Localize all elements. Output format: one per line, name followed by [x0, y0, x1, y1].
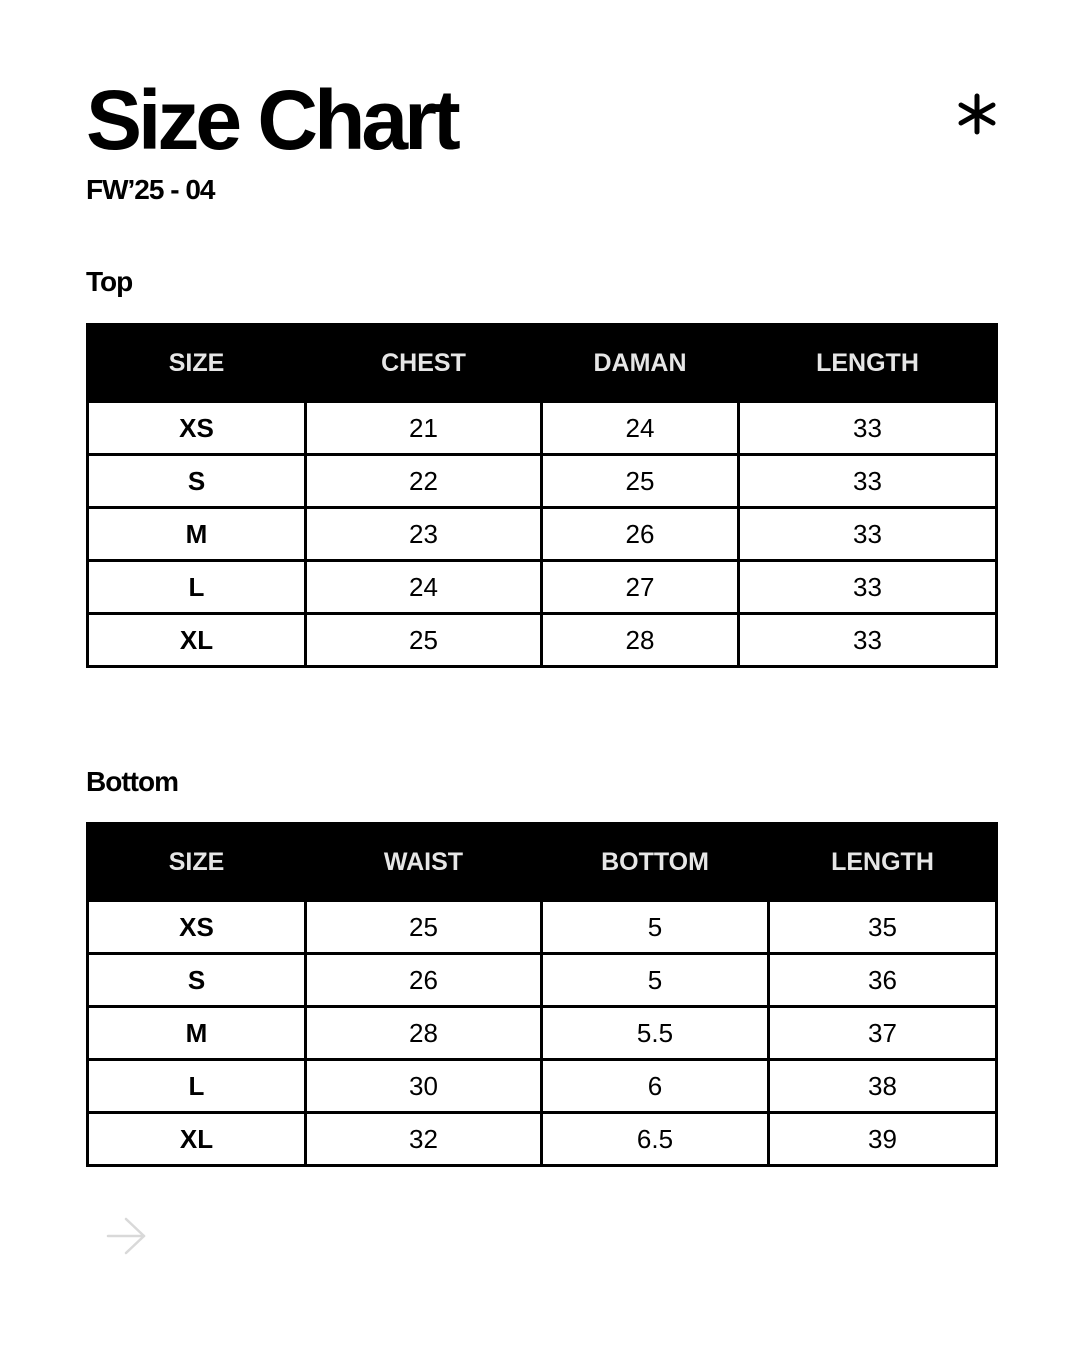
- column-header-bottom: BOTTOM: [542, 824, 769, 901]
- length-cell: 38: [769, 1060, 997, 1113]
- bottom-cell: 5: [542, 954, 769, 1007]
- asterisk-icon: [952, 80, 1002, 140]
- column-header-size: SIZE: [88, 824, 306, 901]
- bottom-cell: 6.5: [542, 1113, 769, 1166]
- size-cell: S: [88, 455, 306, 508]
- waist-cell: 30: [306, 1060, 542, 1113]
- arrow-right-icon[interactable]: [104, 1216, 148, 1256]
- size-cell: M: [88, 1007, 306, 1060]
- size-cell: L: [88, 1060, 306, 1113]
- bottom-cell: 5: [542, 901, 769, 954]
- size-cell: L: [88, 561, 306, 614]
- collection-code: FW’25 - 04: [86, 174, 215, 205]
- size-cell: XL: [88, 614, 306, 667]
- table-row: [88, 561, 997, 614]
- length-cell: 36: [769, 954, 997, 1007]
- table-row: [88, 1060, 997, 1113]
- size-cell: XL: [88, 1113, 306, 1166]
- chest-cell: 25: [306, 614, 542, 667]
- column-header-length: LENGTH: [739, 325, 997, 402]
- length-cell: 33: [739, 455, 997, 508]
- table-row: [88, 1007, 997, 1060]
- table-row: [88, 402, 997, 455]
- section-label-bottom: Bottom: [86, 766, 178, 797]
- waist-cell: 32: [306, 1113, 542, 1166]
- size-cell: M: [88, 508, 306, 561]
- chest-cell: 24: [306, 561, 542, 614]
- column-header-waist: WAIST: [306, 824, 542, 901]
- table-row: [88, 614, 997, 667]
- length-cell: 33: [739, 508, 997, 561]
- bottom-size-table: [86, 822, 998, 1167]
- chest-cell: 22: [306, 455, 542, 508]
- length-cell: 33: [739, 614, 997, 667]
- length-cell: 33: [739, 402, 997, 455]
- size-cell: XS: [88, 901, 306, 954]
- waist-cell: 26: [306, 954, 542, 1007]
- daman-cell: 24: [542, 402, 739, 455]
- daman-cell: 26: [542, 508, 739, 561]
- column-header-length: LENGTH: [769, 824, 997, 901]
- table-header-row: [88, 325, 997, 402]
- table-row: [88, 901, 997, 954]
- length-cell: 33: [739, 561, 997, 614]
- waist-cell: 28: [306, 1007, 542, 1060]
- table-row: [88, 455, 997, 508]
- table-row: [88, 954, 997, 1007]
- length-cell: 39: [769, 1113, 997, 1166]
- size-cell: S: [88, 954, 306, 1007]
- length-cell: 35: [769, 901, 997, 954]
- column-header-daman: DAMAN: [542, 325, 739, 402]
- waist-cell: 25: [306, 901, 542, 954]
- column-header-size: SIZE: [88, 325, 306, 402]
- section-label-top: Top: [86, 266, 133, 297]
- chest-cell: 21: [306, 402, 542, 455]
- page-title: Size Chart: [86, 73, 457, 167]
- bottom-cell: 6: [542, 1060, 769, 1113]
- top-size-table: [86, 323, 998, 668]
- table-header-row: [88, 824, 997, 901]
- daman-cell: 27: [542, 561, 739, 614]
- chest-cell: 23: [306, 508, 542, 561]
- bottom-cell: 5.5: [542, 1007, 769, 1060]
- table-row: [88, 508, 997, 561]
- daman-cell: 28: [542, 614, 739, 667]
- table-row: [88, 1113, 997, 1166]
- length-cell: 37: [769, 1007, 997, 1060]
- daman-cell: 25: [542, 455, 739, 508]
- size-cell: XS: [88, 402, 306, 455]
- column-header-chest: CHEST: [306, 325, 542, 402]
